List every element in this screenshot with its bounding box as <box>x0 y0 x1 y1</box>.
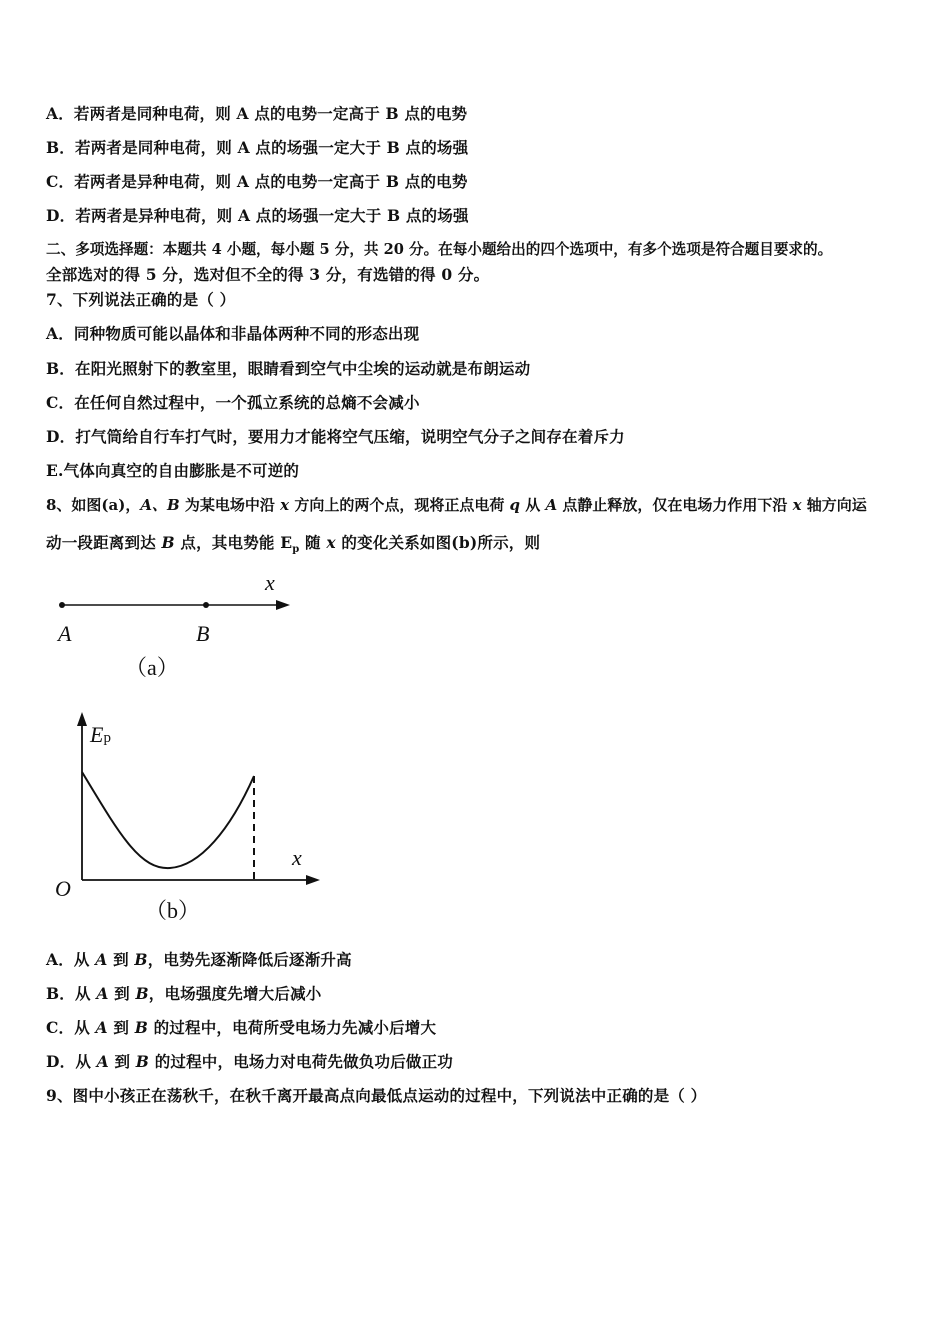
point-b-dot <box>203 602 209 608</box>
q8-stem-line2: 动一段距离到达 B 点，其电势能 $E_p$ 随 x 的变化关系如图(b)所示，则 <box>46 533 541 556</box>
q6-option-c: C．若两者是异种电荷，则 A 点的电势一定高于 B 点的电势 <box>46 172 468 191</box>
q6-option-b: B．若两者是同种电荷，则 A 点的场强一定大于 B 点的场强 <box>46 138 469 157</box>
figure-b-caption: （b） <box>145 898 201 923</box>
q9-stem: 9、图中小孩正在荡秋千，在秋千离开最高点向最低点运动的过程中，下列说法中正确的是（ ） <box>46 1086 707 1105</box>
q8-option-a: A．从 A 到 B，电势先逐渐降低后逐渐升高 <box>46 950 352 969</box>
q6-option-d: D．若两者是异种电荷，则 A 点的场强一定大于 B 点的场强 <box>46 206 469 225</box>
ep-curve <box>82 772 254 868</box>
q7-option-e: E.气体向真空的自由膨胀是不可逆的 <box>46 461 300 480</box>
section2-line2: 全部选对的得 5 分，选对但不全的得 3 分，有选错的得 0 分。 <box>46 265 490 284</box>
figure-a-caption: （a） <box>125 655 179 680</box>
q6-option-a: A．若两者是同种电荷，则 A 点的电势一定高于 B 点的电势 <box>46 104 468 123</box>
q7-stem: 7、下列说法正确的是（ ） <box>46 290 236 309</box>
q8-option-c: C．从 A 到 B 的过程中，电荷所受电场力先减小后增大 <box>46 1018 437 1037</box>
q7-option-c: C．在任何自然过程中，一个孤立系统的总熵不会减小 <box>46 393 420 412</box>
q7-option-a: A．同种物质可能以晶体和非晶体两种不同的形态出现 <box>46 324 420 343</box>
q8-stem-line1: 8、如图(a)，A、B 为某电场中沿 x 方向上的两个点，现将正点电荷 q 从 A 点静止释放，仅在电场力作用下沿 x 轴方向运 <box>46 496 867 514</box>
q7-option-b: B．在阳光照射下的教室里，眼睛看到空气中尘埃的运动就是布朗运动 <box>46 359 531 378</box>
figure-b-y-label: Ep <box>90 722 111 747</box>
q8-option-b: B．从 A 到 B，电场强度先增大后减小 <box>46 984 322 1003</box>
figure-a-x-label: x <box>265 570 275 595</box>
section2-line1: 二、多项选择题：本题共 4 小题，每小题 5 分，共 20 分。在每小题给出的四个选项中，有多个选项是符合题目要求的。 <box>46 241 833 258</box>
q7-option-d: D．打气筒给自行车打气时，要用力才能将空气压缩，说明空气分子之间存在着斥力 <box>46 427 625 446</box>
q8-option-d: D．从 A 到 B 的过程中，电场力对电荷先做负功后做正功 <box>46 1052 453 1071</box>
figure-a-point-b-label: B <box>196 621 210 646</box>
figure-b-x-label: x <box>292 845 302 870</box>
figure-a-point-a-label: A <box>58 621 72 646</box>
point-a-dot <box>59 602 65 608</box>
figure-a-axis <box>50 595 300 615</box>
figure-b-origin-label: O <box>55 876 71 901</box>
